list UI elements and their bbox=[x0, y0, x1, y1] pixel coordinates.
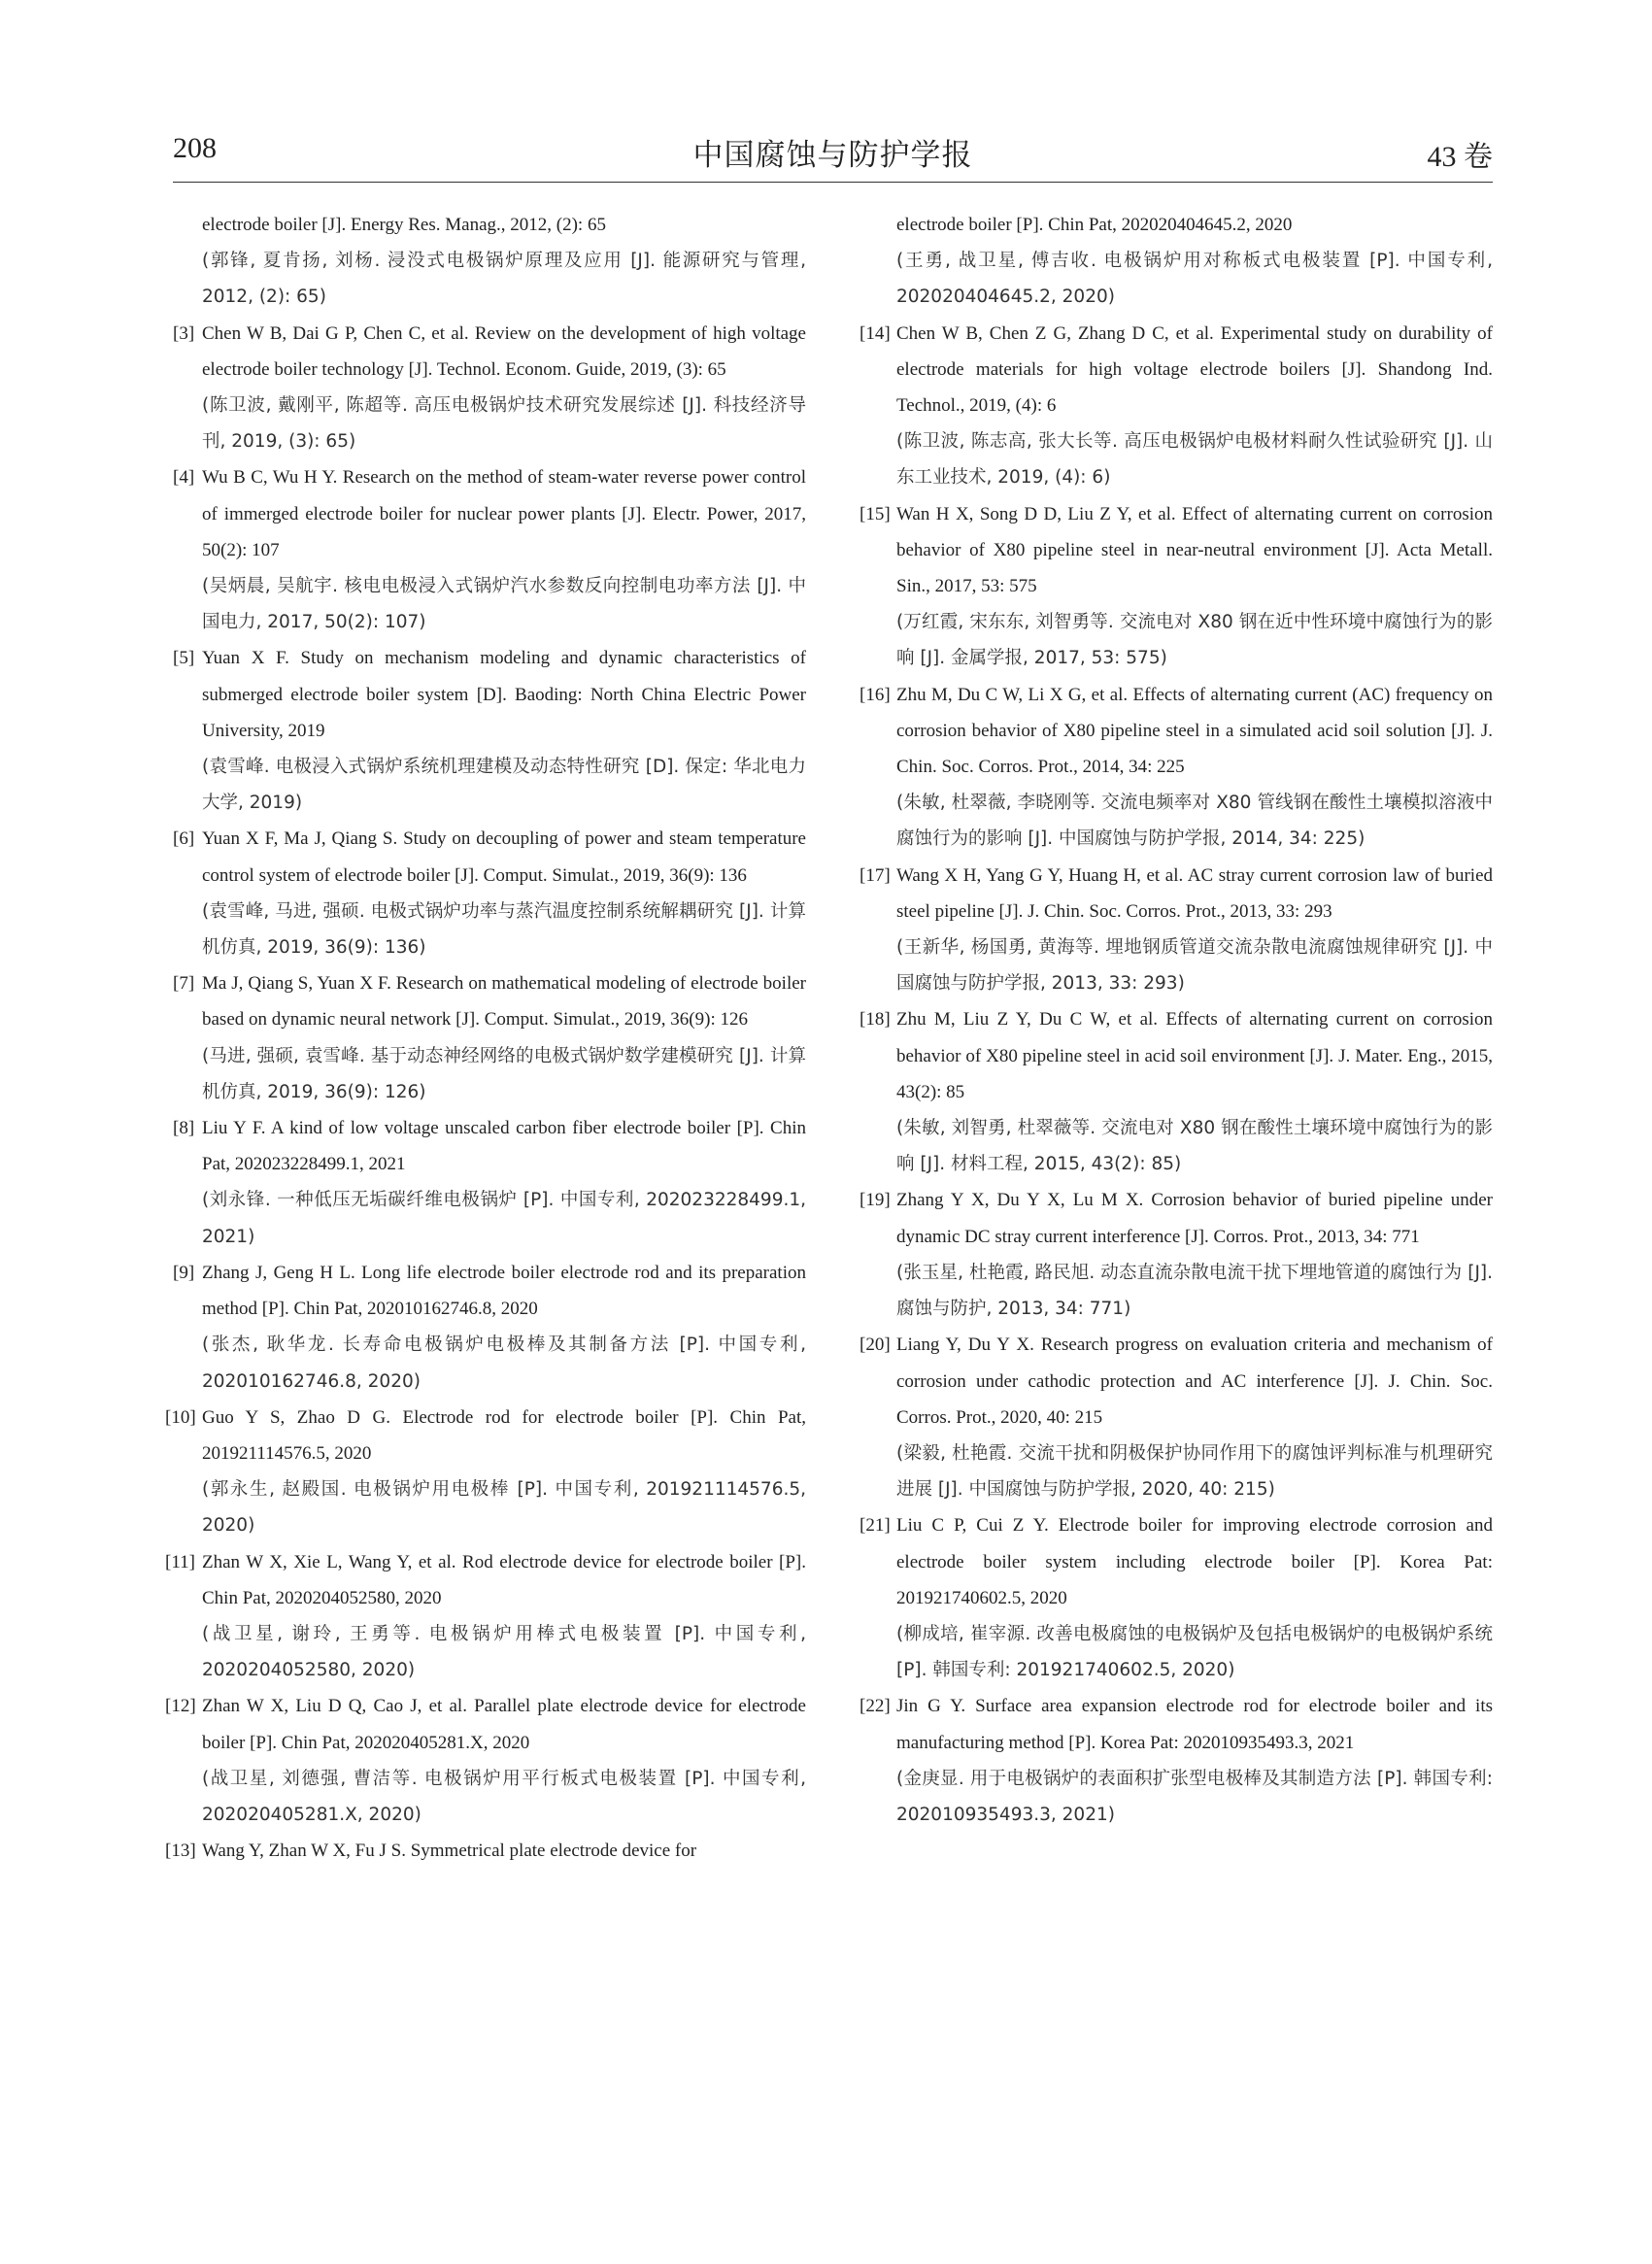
reference-number: [6] bbox=[173, 828, 195, 850]
reference-number: [8] bbox=[173, 1118, 195, 1139]
reference-english: Zhu M, Du C W, Li X G, et al. Effects of alternating current (AC) frequency on corrosion behavior of X80 pipeline steel in a simulated acid soil solution [J]. J. Chin. Soc. Corros. Prot., 2014, 34: 225 bbox=[896, 684, 1493, 778]
reference-chinese: (郭永生, 赵殿国. 电极锅炉用电极棒 [P]. 中国专利, 201921114576.5, 2020) bbox=[202, 1479, 806, 1537]
reference-english: Liu Y F. A kind of low voltage unscaled carbon fiber electrode boiler [P]. Chin Pat, 202023228499.1, 2021 bbox=[202, 1118, 806, 1175]
reference-english: electrode boiler [P]. Chin Pat, 202020404645.2, 2020 bbox=[896, 215, 1293, 235]
reference-number: [19] bbox=[860, 1190, 891, 1211]
reference-column-left bbox=[165, 207, 806, 1869]
reference-english: Chen W B, Dai G P, Chen C, et al. Review on the development of high voltage electrode boiler technology [J]. Technol. Econom. Guide, 2019, (3): 65 bbox=[202, 322, 806, 380]
reference-entry bbox=[860, 858, 1493, 1002]
reference-entry bbox=[860, 1688, 1493, 1833]
reference-number: [21] bbox=[860, 1515, 891, 1537]
reference-number: [17] bbox=[860, 864, 891, 886]
reference-number: [18] bbox=[860, 1009, 891, 1031]
reference-chinese: (朱敏, 杜翠薇, 李晓刚等. 交流电频率对 X80 管线钢在酸性土壤模拟溶液中腐蚀行为的影响 [J]. 中国腐蚀与防护学报, 2014, 34: 225) bbox=[896, 793, 1493, 850]
reference-chinese: (袁雪峰. 电极浸入式锅炉系统机理建模及动态特性研究 [D]. 保定: 华北电力大学, 2019) bbox=[202, 757, 806, 814]
reference-entry bbox=[860, 1327, 1493, 1507]
reference-entry bbox=[860, 1001, 1493, 1182]
reference-entry bbox=[860, 1507, 1493, 1688]
reference-entry bbox=[860, 677, 1493, 858]
reference-entry bbox=[173, 821, 806, 965]
reference-english: Chen W B, Chen Z G, Zhang D C, et al. Experimental study on durability of electrode materials for high voltage electrode boilers [J]. Shandong Ind. Technol., 2019, (4): 6 bbox=[896, 322, 1493, 417]
reference-number: [13] bbox=[165, 1841, 196, 1862]
reference-chinese: (万红霞, 宋东东, 刘智勇等. 交流电对 X80 钢在近中性环境中腐蚀行为的影响 [J]. 金属学报, 2017, 53: 575) bbox=[896, 612, 1493, 669]
reference-english: Jin G Y. Surface area expansion electrode rod for electrode boiler and its manufacturing method [P]. Korea Pat: 202010935493.3, 2021 bbox=[896, 1696, 1493, 1753]
reference-english: Yuan X F. Study on mechanism modeling and dynamic characteristics of submerged electrode boiler system [D]. Baoding: North China Electric Power University, 2019 bbox=[202, 648, 806, 741]
reference-english: electrode boiler [J]. Energy Res. Manag., 2012, (2): 65 bbox=[202, 215, 606, 235]
reference-english: Zhan W X, Xie L, Wang Y, et al. Rod electrode device for electrode boiler [P]. Chin Pat, 2020204052580, 2020 bbox=[202, 1551, 806, 1608]
reference-entry bbox=[867, 207, 1493, 316]
reference-entry bbox=[173, 459, 806, 640]
reference-chinese: (朱敏, 刘智勇, 杜翠薇等. 交流电对 X80 钢在酸性土壤环境中腐蚀行为的影响 [J]. 材料工程, 2015, 43(2): 85) bbox=[896, 1118, 1493, 1175]
reference-english: Liu C P, Cui Z Y. Electrode boiler for improving electrode corrosion and electrode boiler system including electrode boiler [P]. Korea Pat: 201921740602.5, 2020 bbox=[896, 1515, 1493, 1608]
reference-chinese: (郭锋, 夏肯扬, 刘杨. 浸没式电极锅炉原理及应用 [J]. 能源研究与管理, 2012, (2): 65) bbox=[202, 251, 806, 308]
reference-number: [22] bbox=[860, 1696, 891, 1717]
reference-chinese: (陈卫波, 戴刚平, 陈超等. 高压电极锅炉技术研究发展综述 [J]. 科技经济导刊, 2019, (3): 65) bbox=[202, 395, 806, 453]
reference-chinese: (战卫星, 刘德强, 曹洁等. 电极锅炉用平行板式电极装置 [P]. 中国专利, 202020405281.X, 2020) bbox=[202, 1768, 806, 1825]
reference-english: Zhang J, Geng H L. Long life electrode boiler electrode rod and its preparation method [P]. Chin Pat, 202010162746.8, 2020 bbox=[202, 1262, 806, 1320]
reference-english: Liang Y, Du Y X. Research progress on evaluation criteria and mechanism of corrosion under cathodic protection and AC interference [J]. J. Chin. Soc. Corros. Prot., 2020, 40: 215 bbox=[896, 1335, 1493, 1428]
reference-column-right bbox=[860, 207, 1493, 1833]
reference-entry bbox=[173, 316, 806, 460]
reference-entry bbox=[165, 1688, 806, 1833]
reference-english: Wu B C, Wu H Y. Research on the method of steam-water reverse power control of immerged electrode boiler for nuclear power plants [J]. Electr. Power, 2017, 50(2): 107 bbox=[202, 467, 806, 560]
reference-entry bbox=[165, 1400, 806, 1544]
reference-english: Ma J, Qiang S, Yuan X F. Research on mathematical modeling of electrode boiler based on dynamic neural network [J]. Comput. Simulat., 2019, 36(9): 126 bbox=[202, 973, 806, 1031]
reference-entry bbox=[173, 965, 806, 1110]
reference-number: [20] bbox=[860, 1335, 891, 1356]
reference-entry bbox=[173, 640, 806, 821]
reference-entry bbox=[173, 207, 806, 316]
reference-chinese: (王勇, 战卫星, 傅吉收. 电极锅炉用对称板式电极装置 [P]. 中国专利, 202020404645.2, 2020) bbox=[896, 251, 1493, 308]
volume-label: 43 卷 bbox=[1427, 141, 1493, 173]
reference-chinese: (陈卫波, 陈志高, 张大长等. 高压电极锅炉电极材料耐久性试验研究 [J]. 山东工业技术, 2019, (4): 6) bbox=[896, 431, 1493, 489]
reference-number: [9] bbox=[173, 1262, 195, 1283]
reference-chinese: (刘永锋. 一种低压无垢碳纤维电极锅炉 [P]. 中国专利, 202023228499.1, 2021) bbox=[202, 1190, 806, 1247]
reference-entry bbox=[860, 1182, 1493, 1327]
reference-chinese: (马进, 强硕, 袁雪峰. 基于动态神经网络的电极式锅炉数学建模研究 [J]. 计算机仿真, 2019, 36(9): 126) bbox=[202, 1045, 806, 1102]
running-header bbox=[173, 132, 1493, 183]
reference-entry bbox=[173, 1255, 806, 1400]
reference-chinese: (柳成培, 崔宰源. 改善电极腐蚀的电极锅炉及包括电极锅炉的电极锅炉系统 [P]. 韩国专利: 201921740602.5, 2020) bbox=[896, 1623, 1493, 1681]
reference-number: [11] bbox=[165, 1551, 195, 1572]
journal-title: 中国腐蚀与防护学报 bbox=[692, 138, 973, 172]
reference-entry bbox=[165, 1544, 806, 1689]
reference-chinese: (张杰, 耿华龙. 长寿命电极锅炉电极棒及其制备方法 [P]. 中国专利, 202010162746.8, 2020) bbox=[202, 1335, 806, 1392]
reference-chinese: (金庚显. 用于电极锅炉的表面积扩张型电极棒及其制造方法 [P]. 韩国专利: 202010935493.3, 2021) bbox=[896, 1768, 1493, 1825]
reference-number: [15] bbox=[860, 503, 891, 524]
reference-number: [4] bbox=[173, 467, 195, 489]
reference-chinese: (梁毅, 杜艳霞. 交流干扰和阴极保护协同作用下的腐蚀评判标准与机理研究进展 [J]. 中国腐蚀与防护学报, 2020, 40: 215) bbox=[896, 1442, 1493, 1501]
reference-english: Wang X H, Yang G Y, Huang H, et al. AC stray current corrosion law of buried steel pipeline [J]. J. Chin. Soc. Corros. Prot., 2013, 33: 293 bbox=[896, 864, 1493, 922]
reference-chinese: (王新华, 杨国勇, 黄海等. 埋地钢质管道交流杂散电流腐蚀规律研究 [J]. 中国腐蚀与防护学报, 2013, 33: 293) bbox=[896, 937, 1493, 995]
reference-entry bbox=[860, 316, 1493, 496]
header-rule bbox=[173, 182, 1493, 183]
reference-number: [5] bbox=[173, 648, 195, 669]
reference-chinese: (袁雪峰, 马进, 强硕. 电极式锅炉功率与蒸汽温度控制系统解耦研究 [J]. 计算机仿真, 2019, 36(9): 136) bbox=[202, 900, 806, 959]
reference-number: [3] bbox=[173, 322, 195, 344]
reference-english: Zhu M, Liu Z Y, Du C W, et al. Effects of alternating current on corrosion behavior of X80 pipeline steel in acid soil environment [J]. J. Mater. Eng., 2015, 43(2): 85 bbox=[896, 1009, 1493, 1102]
reference-number: [16] bbox=[860, 684, 891, 705]
reference-chinese: (张玉星, 杜艳霞, 路民旭. 动态直流杂散电流干扰下埋地管道的腐蚀行为 [J]. 腐蚀与防护, 2013, 34: 771) bbox=[896, 1262, 1493, 1320]
reference-english: Zhang Y X, Du Y X, Lu M X. Corrosion behavior of buried pipeline under dynamic DC stray current interference [J]. Corros. Prot., 2013, 34: 771 bbox=[896, 1190, 1493, 1247]
reference-entry bbox=[173, 1110, 806, 1255]
reference-number: [7] bbox=[173, 973, 195, 995]
reference-number: [14] bbox=[860, 322, 891, 344]
reference-number: [10] bbox=[165, 1406, 196, 1428]
reference-number: [12] bbox=[165, 1696, 196, 1717]
reference-english: Zhan W X, Liu D Q, Cao J, et al. Parallel plate electrode device for electrode boiler [P]. Chin Pat, 202020405281.X, 2020 bbox=[202, 1696, 806, 1753]
reference-chinese: (吴炳晨, 吴航宇. 核电电极浸入式锅炉汽水参数反向控制电功率方法 [J]. 中国电力, 2017, 50(2): 107) bbox=[202, 576, 806, 633]
reference-chinese: (战卫星, 谢玲, 王勇等. 电极锅炉用棒式电极装置 [P]. 中国专利, 2020204052580, 2020) bbox=[202, 1623, 806, 1681]
reference-english: Guo Y S, Zhao D G. Electrode rod for electrode boiler [P]. Chin Pat, 201921114576.5, 2020 bbox=[202, 1406, 806, 1464]
reference-english: Yuan X F, Ma J, Qiang S. Study on decoupling of power and steam temperature control system of electrode boiler [J]. Comput. Simulat., 2019, 36(9): 136 bbox=[202, 828, 806, 886]
reference-english: Wan H X, Song D D, Liu Z Y, et al. Effect of alternating current on corrosion behavior of X80 pipeline steel in near-neutral environment [J]. Acta Metall. Sin., 2017, 53: 575 bbox=[896, 503, 1493, 597]
reference-entry bbox=[860, 496, 1493, 677]
reference-entry bbox=[165, 1833, 806, 1869]
page-number: 208 bbox=[173, 132, 217, 164]
reference-english: Wang Y, Zhan W X, Fu J S. Symmetrical plate electrode device for bbox=[202, 1841, 697, 1862]
